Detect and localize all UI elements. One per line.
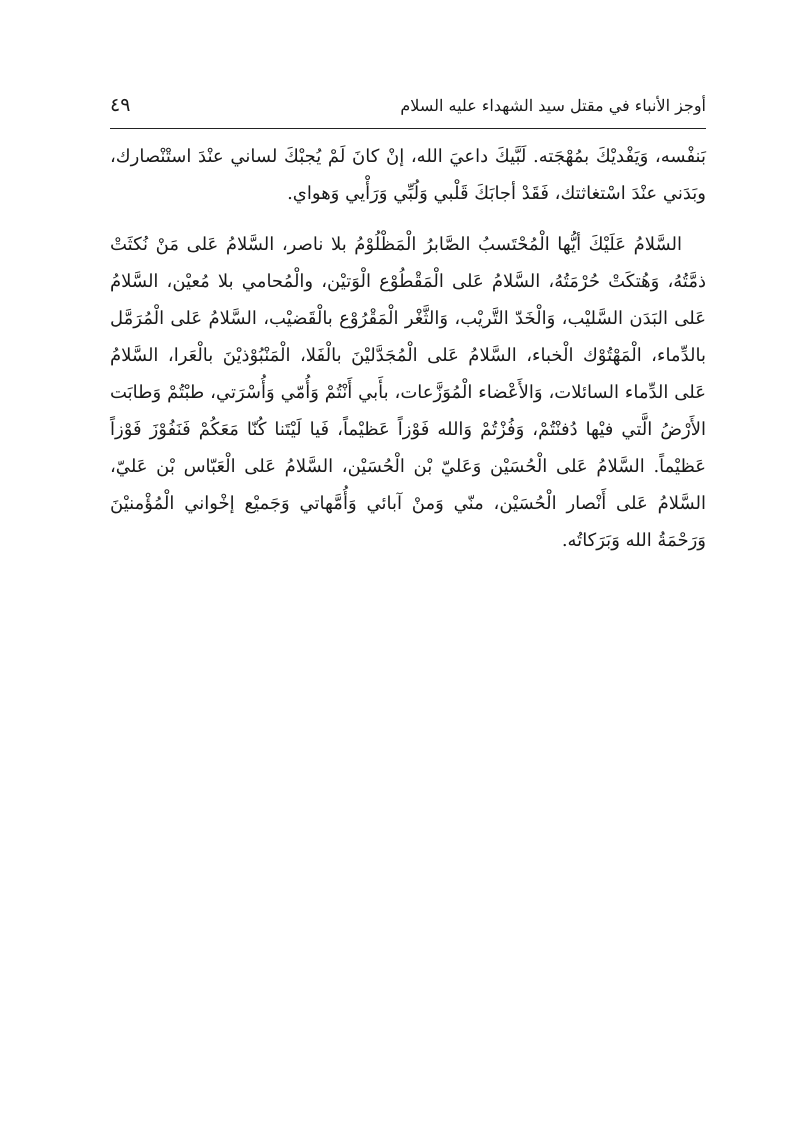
body-text [110,138,706,559]
paragraph-continuation: بَنفْسه، وَيَفْديْكَ بمُهْجَته. لَبَّيكَ داعيَ الله، إنْ كانَ لَمْ يُجبْكَ لساني عنْدَ استْنْصارك، وبَدَني عنْدَ اسْتغاثتك، فَقَدْ أجابَكَ قَلْبي وَلُبِّي وَرَأْيي وَهواي. [110,146,706,204]
page-number: ٤٩ [110,94,131,116]
header-rule [110,128,706,129]
running-header-title: أوجز الأنباء في مقتل سيد الشهداء عليه السلام [400,96,706,115]
running-header [110,90,706,124]
paragraph-salutations: السَّلامُ عَلَيْكَ أيُّها الْمُحْتَسبُ الصَّابرُ الْمَظْلُوْمُ بلا ناصر، السَّلامُ عَلى مَنْ نُكثَتْ ذمَّتُهُ، وَهُتكَتْ حُرْمَتُهُ، السَّلامُ عَلى الْمَقْطُوْع الْوَتيْن، والْمُحامي بلا مُعيْن، السَّلامُ عَلى البَدَن السَّليْب، وَالْخَدّ التَّريْب، وَالثَّغْر الْمَقْرُوْع بالْقَضيْب، السَّلامُ عَلى الْمُرَمَّل بالدِّماء، الْمَهْتُوْك الْخباء، السَّلامُ عَلى الْمُجَدَّليْنَ بالْفَلا، الْمَنْبُوْذيْنَ بالْعَرا، السَّلامُ عَلى الدِّماء السائلات، وَالأَعْضاء الْمُوَزَّعات، بأَبي أَنْتُمْ وَأُمّي وَأُسْرَتي، طبْتُمْ وَطابَت الأَرْضُ الَّتي فيْها دُفنْتُمْ، وَفُزْتُمْ وَالله فَوْزاً عَظيْماً، فَيا لَيْتَنا كُنّا مَعَكُمْ فَنَفُوْزَ فَوْزاً عَظيْماً. السَّلامُ عَلى الْحُسَيْن وَعَليّ بْن الْحُسَيْن، السَّلامُ عَلى الْعَبّاس بْن عَليّ، السَّلامُ عَلى أَنْصار الْحُسَيْن، منّي وَمنْ آبائي وَأُمَّهاتي وَجَميْع إخْواني الْمُؤْمنيْنَ وَرَحْمَةُ الله وَبَرَكاتُه. [110,234,706,551]
